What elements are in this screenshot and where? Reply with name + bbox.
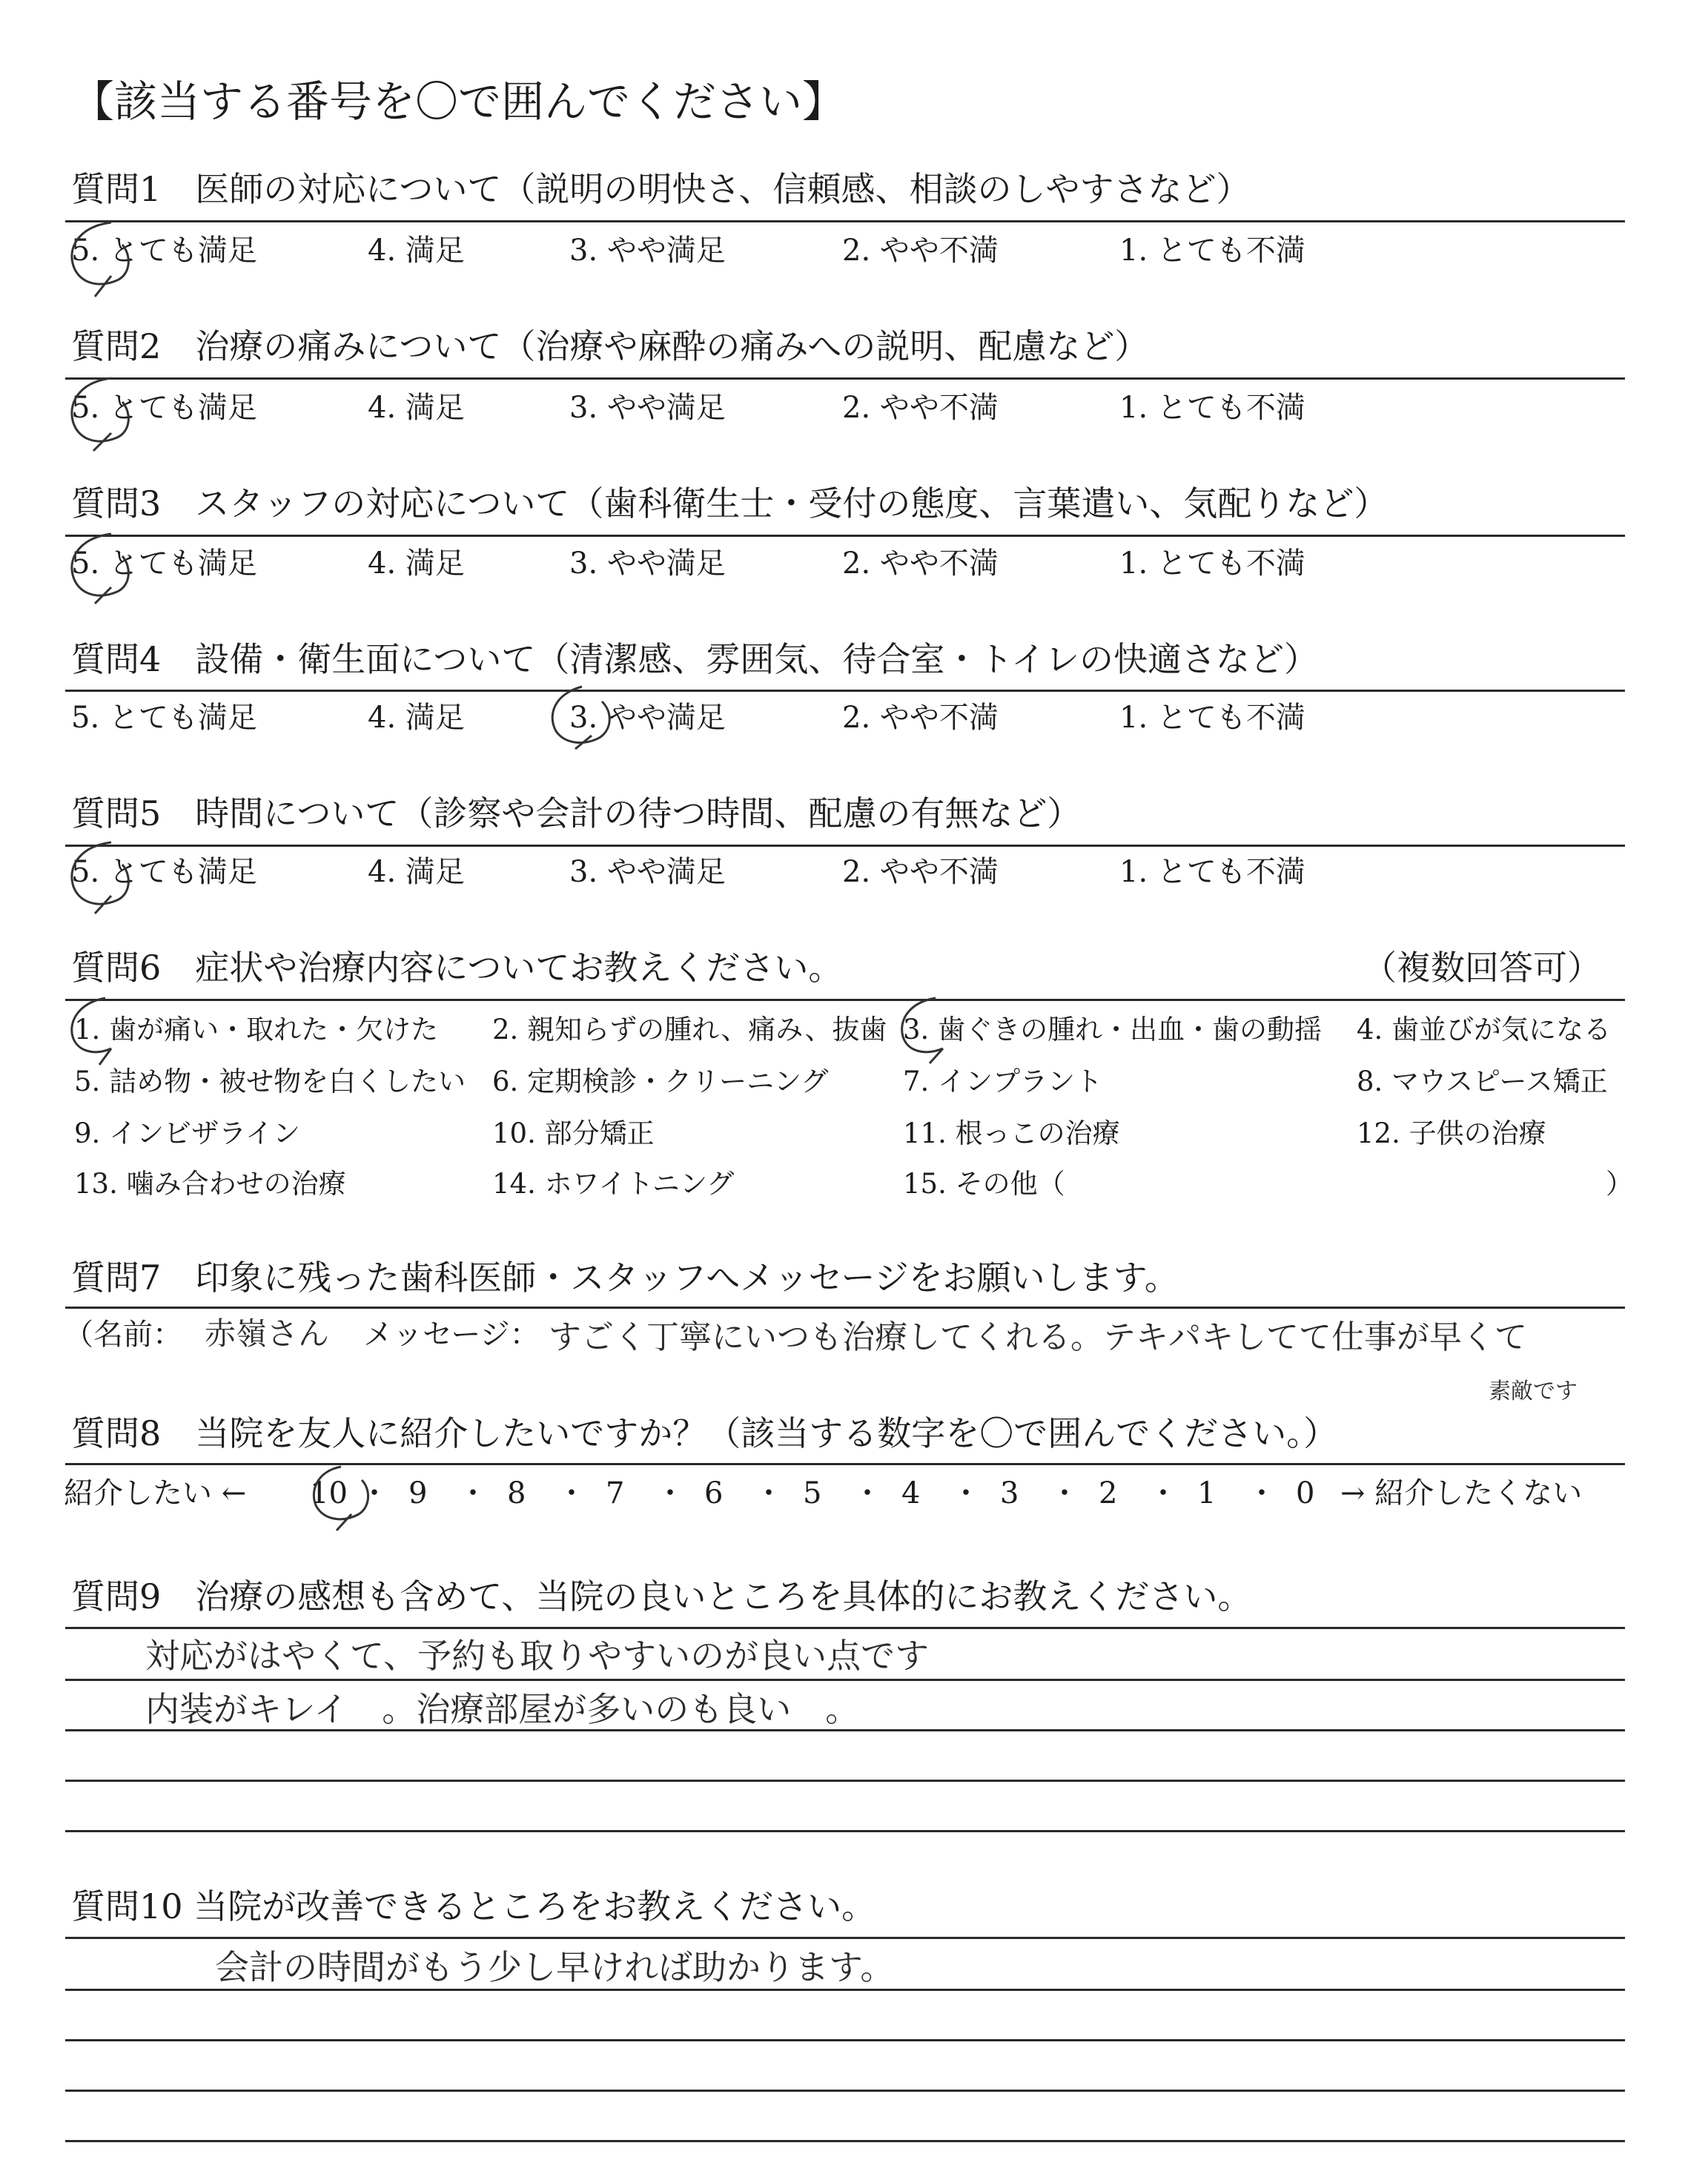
q1-title: 質問1 医師の対応について（説明の明快さ、信頼感、相談のしやすさなど） [71, 169, 1251, 209]
instruction-heading: 【該当する番号を〇で囲んでください】 [71, 76, 846, 127]
q6-option-12[interactable]: 12. 子供の治療 [1357, 1117, 1546, 1149]
q1-option-4[interactable]: 4. 満足 [368, 234, 465, 268]
q3-option-5[interactable]: 5. とても満足 [71, 546, 257, 581]
q8-scale-value-3[interactable]: 3 [1000, 1476, 1019, 1510]
q4-option-3[interactable]: 3. やや満足 [569, 701, 726, 735]
q8-scale-separator: ・ [655, 1476, 685, 1510]
q9-rule-2 [65, 1679, 1625, 1681]
q8-scale-separator: ・ [951, 1476, 981, 1510]
q2-option-4[interactable]: 4. 満足 [368, 391, 465, 425]
q8-scale-separator: ・ [1148, 1476, 1178, 1510]
q2-option-3[interactable]: 3. やや満足 [569, 391, 726, 425]
q6-option-2[interactable]: 2. 親知らずの腫れ、痛み、抜歯 [492, 1014, 887, 1046]
q7-name-label: （名前： [64, 1318, 182, 1352]
q8-right-label: → 紹介したくない [1340, 1476, 1583, 1510]
q8-scale-value-4[interactable]: 4 [901, 1476, 921, 1510]
q8-title: 質問8 当院を友人に紹介したいですか？（該当する数字を〇で囲んでください。） [71, 1413, 1338, 1453]
q10-rule-2 [65, 1989, 1625, 1991]
q6-rule [65, 999, 1625, 1001]
q2-rule [65, 377, 1625, 380]
q6-option-8[interactable]: 8. マウスピース矯正 [1357, 1066, 1608, 1097]
q6-option-15[interactable]: 15. その他（ [903, 1168, 1065, 1200]
q3-option-3[interactable]: 3. やや満足 [569, 546, 726, 581]
q8-scale-value-9[interactable]: 9 [408, 1476, 428, 1510]
q5-option-4[interactable]: 4. 満足 [368, 855, 465, 889]
q8-scale-value-5[interactable]: 5 [803, 1476, 822, 1510]
q10-rule-5 [65, 2140, 1625, 2142]
q8-scale [310, 1476, 1315, 1511]
q7-rule [65, 1307, 1625, 1309]
q8-scale-separator: ・ [853, 1476, 882, 1510]
q1-option-2[interactable]: 2. やや不満 [842, 234, 999, 268]
q4-rule [65, 690, 1625, 692]
q6-option-1[interactable]: 1. 歯が痛い・取れた・欠けた [74, 1014, 439, 1046]
q4-option-5[interactable]: 5. とても満足 [71, 701, 257, 735]
q7-message-handwritten-line2[interactable]: 素敵です [1489, 1378, 1578, 1404]
q6-option-5[interactable]: 5. 詰め物・被せ物を白くしたい [74, 1066, 466, 1097]
q1-option-3[interactable]: 3. やや満足 [569, 234, 726, 268]
q6-option-4[interactable]: 4. 歯並びが気になる [1357, 1014, 1612, 1046]
q10-rule-4 [65, 2090, 1625, 2092]
q8-scale-value-0[interactable]: 0 [1296, 1476, 1315, 1510]
q5-option-5[interactable]: 5. とても満足 [71, 855, 257, 889]
q8-scale-separator: ・ [557, 1476, 586, 1510]
q7-message-handwritten-line1[interactable]: すごく丁寧にいつも治療してくれる。テキパキしてて仕事が早くて [549, 1318, 1527, 1356]
q8-scale-separator: ・ [1050, 1476, 1079, 1510]
q6-option-14[interactable]: 14. ホワイトニング [492, 1168, 735, 1200]
q1-rule [65, 220, 1625, 222]
q6-option-10[interactable]: 10. 部分矯正 [492, 1117, 655, 1149]
q9-title: 質問9 治療の感想も含めて、当院の良いところを具体的にお教えください。 [71, 1576, 1252, 1616]
q6-option-15-close: ） [1606, 1168, 1633, 1200]
q7-name-handwritten[interactable]: 赤嶺さん [205, 1315, 330, 1352]
q3-title: 質問3 スタッフの対応について（歯科衛生士・受付の態度、言葉遣い、気配りなど） [71, 483, 1388, 524]
q9-rule-1 [65, 1627, 1625, 1629]
q4-title: 質問4 設備・衛生面について（清潔感、雰囲気、待合室・トイレの快適さなど） [71, 639, 1319, 679]
q1-option-1[interactable]: 1. とても不満 [1119, 234, 1305, 268]
q8-rule [65, 1463, 1625, 1465]
q3-option-4[interactable]: 4. 満足 [368, 546, 465, 581]
q6-option-3[interactable]: 3. 歯ぐきの腫れ・出血・歯の動揺 [903, 1014, 1323, 1046]
q6-multiple-note: （複数回答可） [1363, 948, 1601, 988]
q8-scale-separator: ・ [360, 1476, 389, 1510]
q2-option-2[interactable]: 2. やや不満 [842, 391, 999, 425]
q8-scale-separator: ・ [754, 1476, 784, 1510]
q10-rule-3 [65, 2039, 1625, 2041]
q7-title: 質問7 印象に残った歯科医師・スタッフへメッセージをお願いします。 [71, 1258, 1179, 1298]
q8-scale-value-8[interactable]: 8 [507, 1476, 526, 1510]
q8-scale-separator: ・ [458, 1476, 488, 1510]
q2-option-5[interactable]: 5. とても満足 [71, 391, 257, 425]
q5-option-2[interactable]: 2. やや不満 [842, 855, 999, 889]
q4-option-4[interactable]: 4. 満足 [368, 701, 465, 735]
q1-option-5[interactable]: 5. とても満足 [71, 234, 257, 268]
q6-option-13[interactable]: 13. 噛み合わせの治療 [74, 1168, 346, 1200]
q4-option-2[interactable]: 2. やや不満 [842, 701, 999, 735]
q8-scale-value-2[interactable]: 2 [1099, 1476, 1118, 1510]
q9-answer-line1[interactable]: 対応がはやくて、予約も取りやすいのが良い点です [145, 1636, 930, 1676]
q5-rule [65, 845, 1625, 847]
q5-option-1[interactable]: 1. とても不満 [1119, 855, 1305, 889]
q3-option-2[interactable]: 2. やや不満 [842, 546, 999, 581]
q10-title: 質問10 当院が改善できるところをお教えください。 [71, 1886, 876, 1926]
q9-rule-5 [65, 1830, 1625, 1832]
q2-title: 質問2 治療の痛みについて（治療や麻酔の痛みへの説明、配慮など） [71, 326, 1149, 366]
q10-answer-line1[interactable]: 会計の時間がもう少し早ければ助かります。 [215, 1947, 895, 1987]
q9-answer-line2[interactable]: 内装がキレイ 。治療部屋が多いのも良い 。 [145, 1689, 860, 1729]
q8-left-label: 紹介したい ← [64, 1476, 247, 1510]
q6-option-9[interactable]: 9. インビザライン [74, 1117, 300, 1149]
q8-scale-value-10[interactable]: 10 [310, 1476, 348, 1510]
q6-title: 質問6 症状や治療内容についてお教えください。 [71, 948, 843, 988]
q3-rule [65, 535, 1625, 537]
q4-option-1[interactable]: 1. とても不満 [1119, 701, 1305, 735]
q6-option-6[interactable]: 6. 定期検診・クリーニング [492, 1066, 829, 1097]
q3-option-1[interactable]: 1. とても不満 [1119, 546, 1305, 581]
q9-rule-3 [65, 1729, 1625, 1731]
q2-option-1[interactable]: 1. とても不満 [1119, 391, 1305, 425]
q5-title: 質問5 時間について（診察や会計の待つ時間、配慮の有無など） [71, 793, 1082, 833]
q6-option-11[interactable]: 11. 根っこの治療 [903, 1117, 1120, 1149]
q8-scale-value-1[interactable]: 1 [1197, 1476, 1217, 1510]
q8-scale-value-7[interactable]: 7 [606, 1476, 625, 1510]
q5-option-3[interactable]: 3. やや満足 [569, 855, 726, 889]
q6-option-7[interactable]: 7. インプラント [903, 1066, 1103, 1097]
q7-message-label: メッセージ： [363, 1318, 540, 1352]
q10-rule-1 [65, 1937, 1625, 1939]
q9-rule-4 [65, 1780, 1625, 1782]
q8-scale-separator: ・ [1247, 1476, 1277, 1510]
q8-scale-value-6[interactable]: 6 [704, 1476, 724, 1510]
